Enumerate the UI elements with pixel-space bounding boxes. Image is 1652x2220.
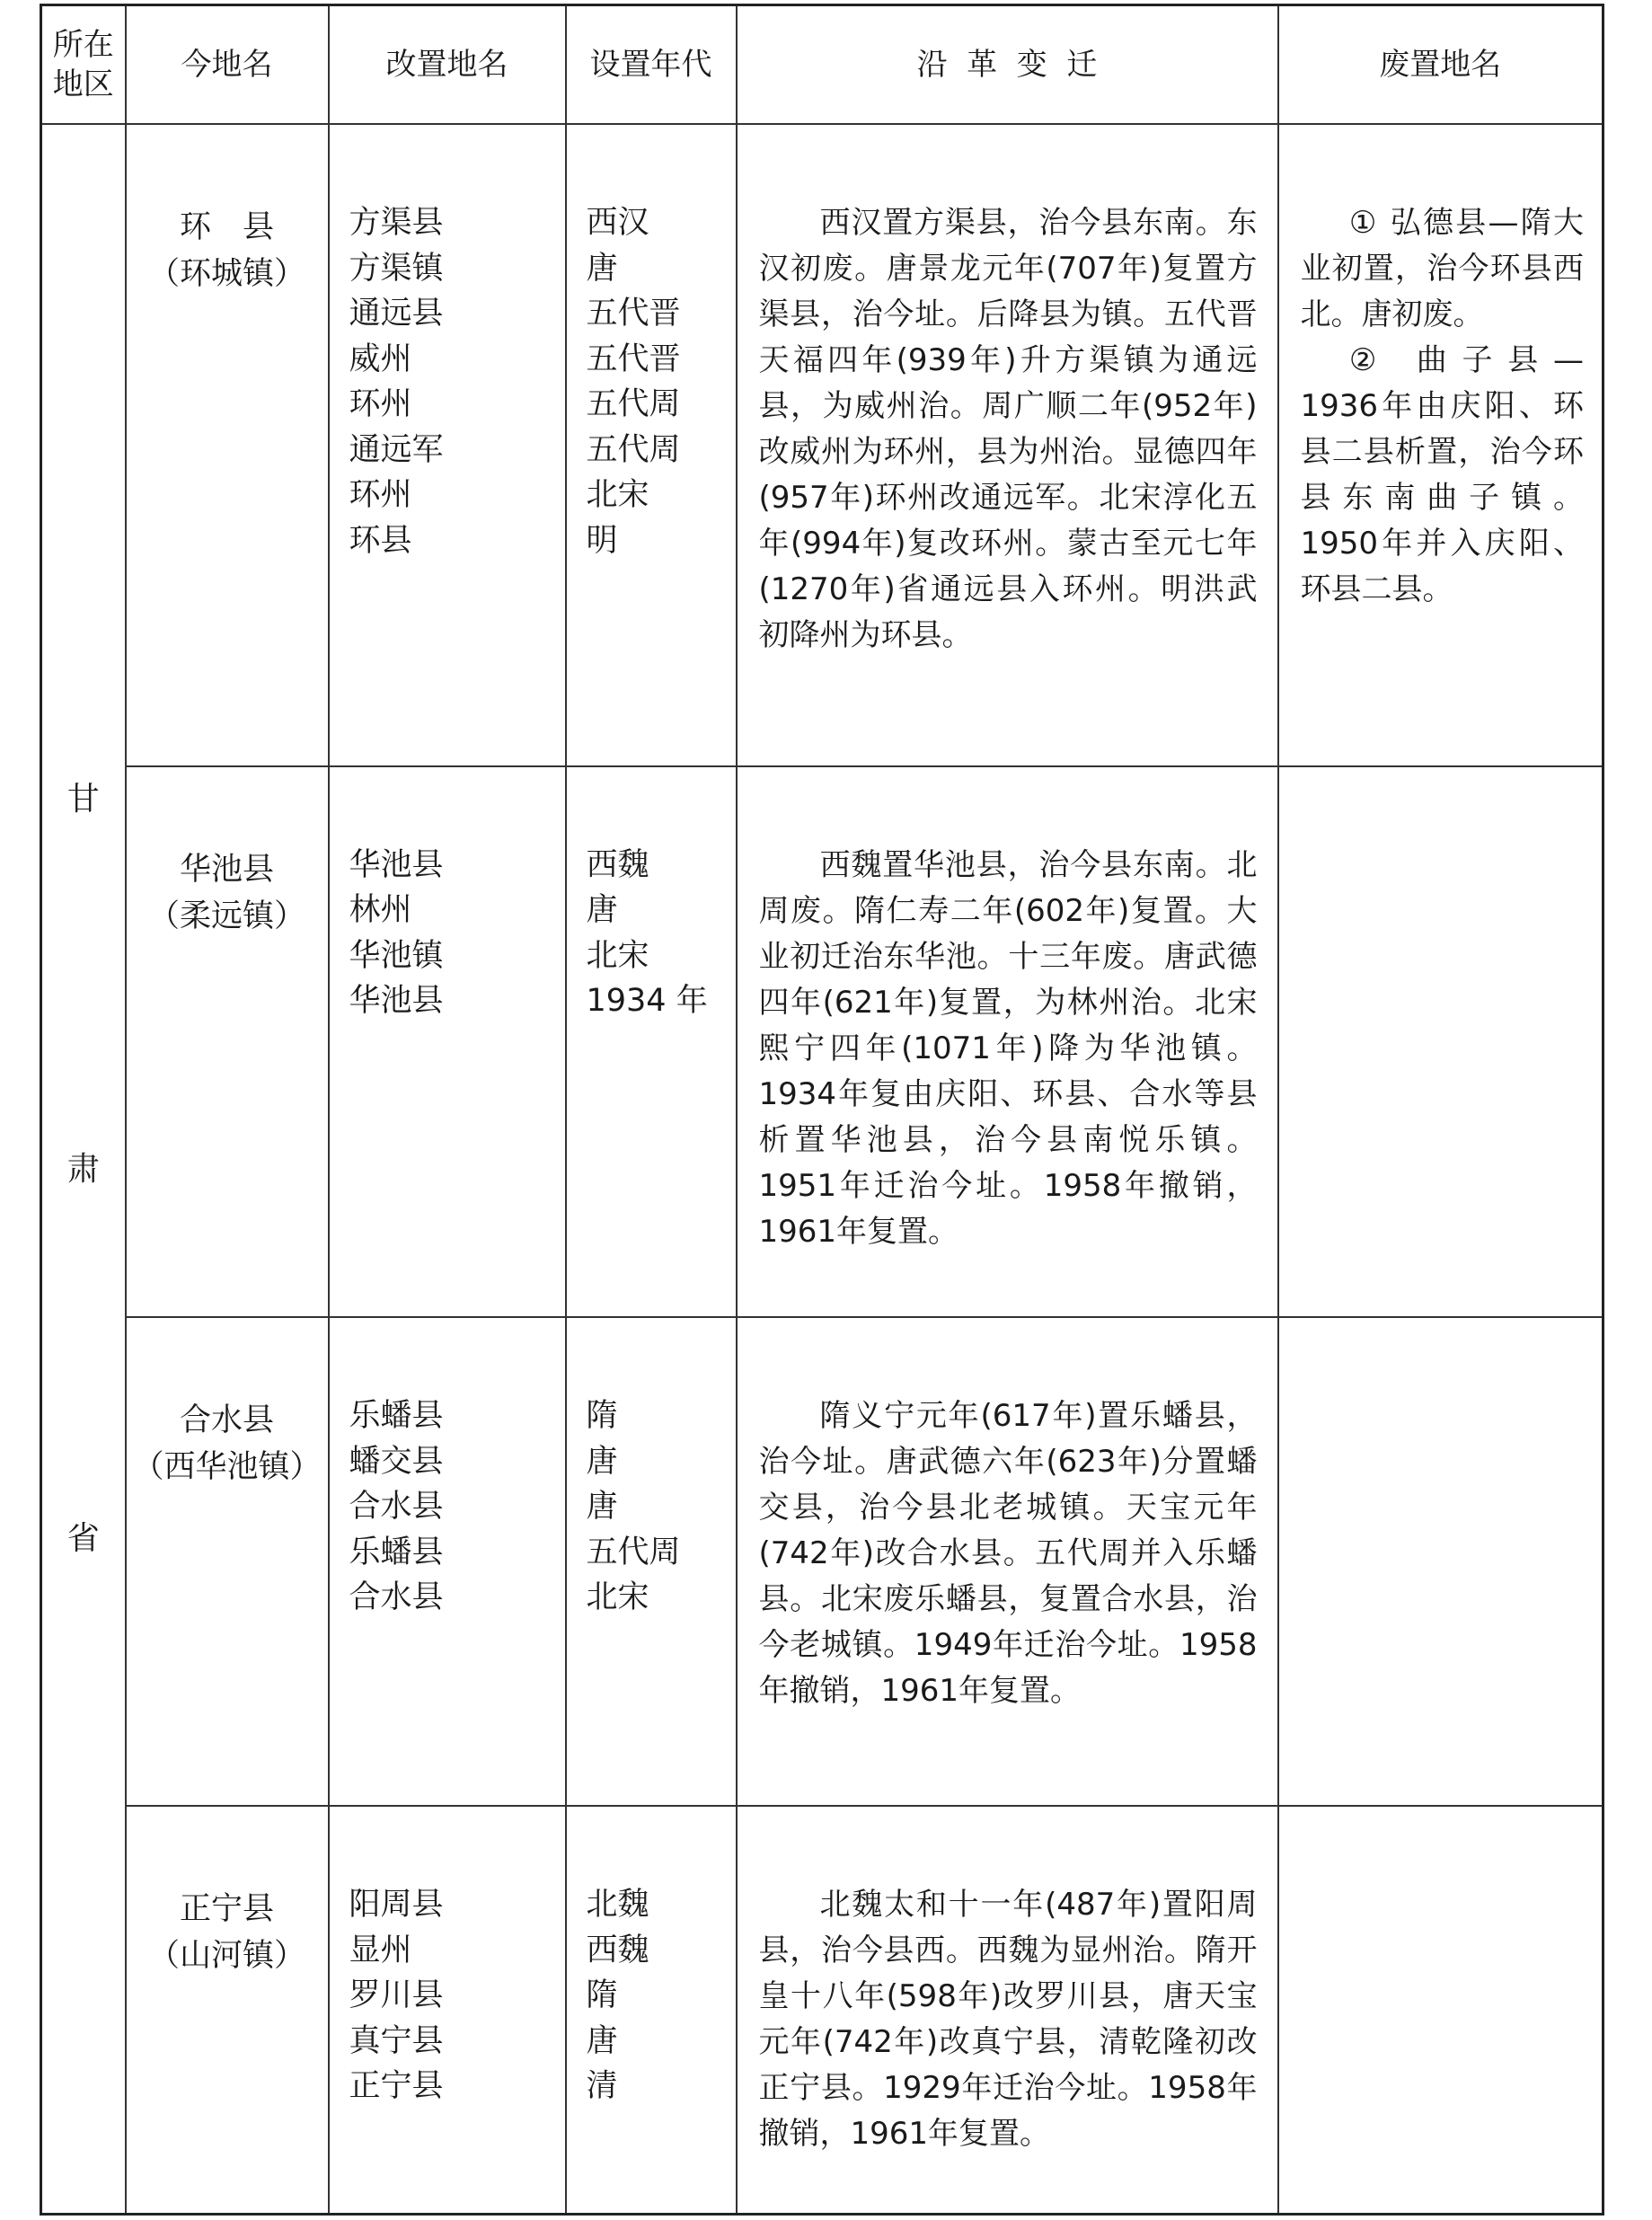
table-row: [41, 1317, 1603, 1806]
changed-name: 阳周县: [349, 1887, 444, 1923]
era: 五代晋: [586, 341, 681, 377]
changed-name: 环州: [349, 386, 412, 422]
changed-name: 华池县: [349, 983, 444, 1020]
changed-name: 华池镇: [349, 937, 444, 974]
current-name-cell: [126, 1806, 329, 2215]
era: 北宋: [586, 1579, 649, 1616]
current-name-cell: [126, 1317, 329, 1806]
history-text: 北魏太和十一年(487年)置阳周县，治今县西。西魏为显州治。隋开皇十八年(598年)改罗川县，唐天宝元年(742年)改真宁县，清乾隆初改正宁县。1929年迁治今址。1958年撤销，1961年复置。: [758, 1887, 1258, 2152]
header-history: 沿 革 变 迁: [737, 5, 1278, 125]
history-text: 西魏置华池县，治今县东南。北周废。隋仁寿二年(602年)复置。大业初迁治东华池。十三年废。唐武德四年(621年)复置，为林州治。北宋熙宁四年(1071年)降为华池镇。1934年复由庆阳、环县、合水等县析置华池县，治今县南悦乐镇。1951年迁治今址。1958年撤销，1961年复置。: [758, 846, 1258, 1250]
history-cell: [737, 124, 1278, 766]
abolished-cell: [1278, 1806, 1603, 2215]
era: 北魏: [586, 1887, 649, 1923]
abolished-cell: [1278, 766, 1603, 1318]
era: 五代周: [586, 386, 681, 422]
changed-name: 方渠县: [349, 205, 444, 241]
era-cell: [566, 1317, 737, 1806]
changed-name-cell: [329, 124, 566, 766]
header-era: 设置年代: [566, 5, 737, 125]
changed-name-cell: [329, 1806, 566, 2215]
current-name: 环 县: [179, 209, 274, 245]
era: 五代周: [586, 1534, 681, 1570]
era: 北宋: [586, 937, 649, 974]
changed-name-cell: [329, 766, 566, 1318]
abolished-cell: [1278, 1317, 1603, 1806]
header-abolished: 废置地名: [1278, 5, 1603, 125]
header-region: [41, 5, 126, 125]
history-cell: [737, 1806, 1278, 2215]
history-cell: [737, 1317, 1278, 1806]
header-changed-name: 改置地名: [329, 5, 566, 125]
changed-name: 正宁县: [349, 2068, 444, 2104]
table-row: [41, 1806, 1603, 2215]
era-cell: [566, 1806, 737, 2215]
era: 五代周: [586, 431, 681, 468]
era: 唐: [586, 250, 618, 287]
abolished-entry: ① 弘德县—隋大业初置，治今环县西北。唐初废。: [1300, 205, 1584, 332]
changed-name: 显州: [349, 1932, 412, 1968]
region-char: 肃: [66, 1151, 100, 1188]
changed-name: 林州: [349, 892, 412, 929]
header-region-line2: 地区: [52, 66, 114, 102]
era: 唐: [586, 2022, 618, 2059]
abolished-entry: ② 曲子县—1936年由庆阳、环县二县析置，治今环县东南曲子镇。1950年并入庆阳、环县二县。: [1300, 342, 1584, 607]
era: 唐: [586, 1489, 618, 1526]
era: 明: [586, 522, 618, 559]
era-cell: [566, 766, 737, 1318]
current-name: 正宁县: [179, 1891, 274, 1927]
gazetteer-table: [40, 4, 1604, 2216]
header-region-line1: 所在: [52, 27, 114, 63]
changed-name: 合水县: [349, 1489, 444, 1526]
county-seat: （山河镇）: [147, 1938, 305, 1974]
abolished-cell: [1278, 124, 1603, 766]
changed-name: 环州: [349, 477, 412, 513]
era: 五代晋: [586, 296, 681, 332]
era: 西汉: [586, 205, 649, 241]
header-row: [41, 5, 1603, 125]
current-name-cell: [126, 766, 329, 1318]
era: 清: [586, 2068, 618, 2104]
changed-name: 通远军: [349, 431, 444, 468]
era: 1934 年: [586, 983, 708, 1020]
table-row: [41, 766, 1603, 1318]
era: 西魏: [586, 846, 649, 883]
table-row: [41, 124, 1603, 766]
era: 隋: [586, 1398, 618, 1435]
era-cell: [566, 124, 737, 766]
changed-name: 威州: [349, 341, 412, 377]
changed-name: 合水县: [349, 1579, 444, 1616]
changed-name: 乐蟠县: [349, 1534, 444, 1570]
era: 北宋: [586, 477, 649, 513]
changed-name: 环县: [349, 522, 412, 559]
header-current-name: 今地名: [126, 5, 329, 125]
era: 隋: [586, 1977, 618, 2013]
changed-name: 真宁县: [349, 2022, 444, 2059]
history-text: 西汉置方渠县，治今县东南。东汉初废。唐景龙元年(707年)复置方渠县，治今址。后降县为镇。五代晋天福四年(939年)升方渠镇为通远县，为威州治。周广顺二年(952年)改威州为环州，县为州治。显德四年(957年)环州改通远军。北宋淳化五年(994年)复改环州。蒙古至元七年(1270年)省通远县入环州。明洪武初降州为环县。: [758, 205, 1258, 653]
history-text: 隋义宁元年(617年)置乐蟠县，治今址。唐武德六年(623年)分置蟠交县，治今县北老城镇。天宝元年(742年)改合水县。五代周并入乐蟠县。北宋废乐蟠县，复置合水县，治今老城镇。1949年迁治今址。1958年撤销，1961年复置。: [758, 1398, 1258, 1710]
changed-name: 通远县: [349, 296, 444, 332]
current-name: 合水县: [179, 1402, 274, 1439]
history-cell: [737, 766, 1278, 1318]
changed-name: 乐蟠县: [349, 1398, 444, 1435]
county-seat: （柔远镇）: [147, 898, 305, 934]
county-seat: （西华池镇）: [132, 1449, 322, 1486]
era: 西魏: [586, 1932, 649, 1968]
changed-name-cell: [329, 1317, 566, 1806]
changed-name: 华池县: [349, 846, 444, 883]
county-seat: （环城镇）: [147, 256, 305, 292]
era: 唐: [586, 1443, 618, 1480]
changed-name: 方渠镇: [349, 250, 444, 287]
current-name-cell: [126, 124, 329, 766]
changed-name: 罗川县: [349, 1977, 444, 2013]
region-char: 省: [66, 1520, 100, 1557]
region-char: 甘: [66, 781, 100, 818]
era: 唐: [586, 892, 618, 929]
current-name: 华池县: [179, 851, 274, 888]
region-cell: [41, 124, 126, 2215]
changed-name: 蟠交县: [349, 1443, 444, 1480]
